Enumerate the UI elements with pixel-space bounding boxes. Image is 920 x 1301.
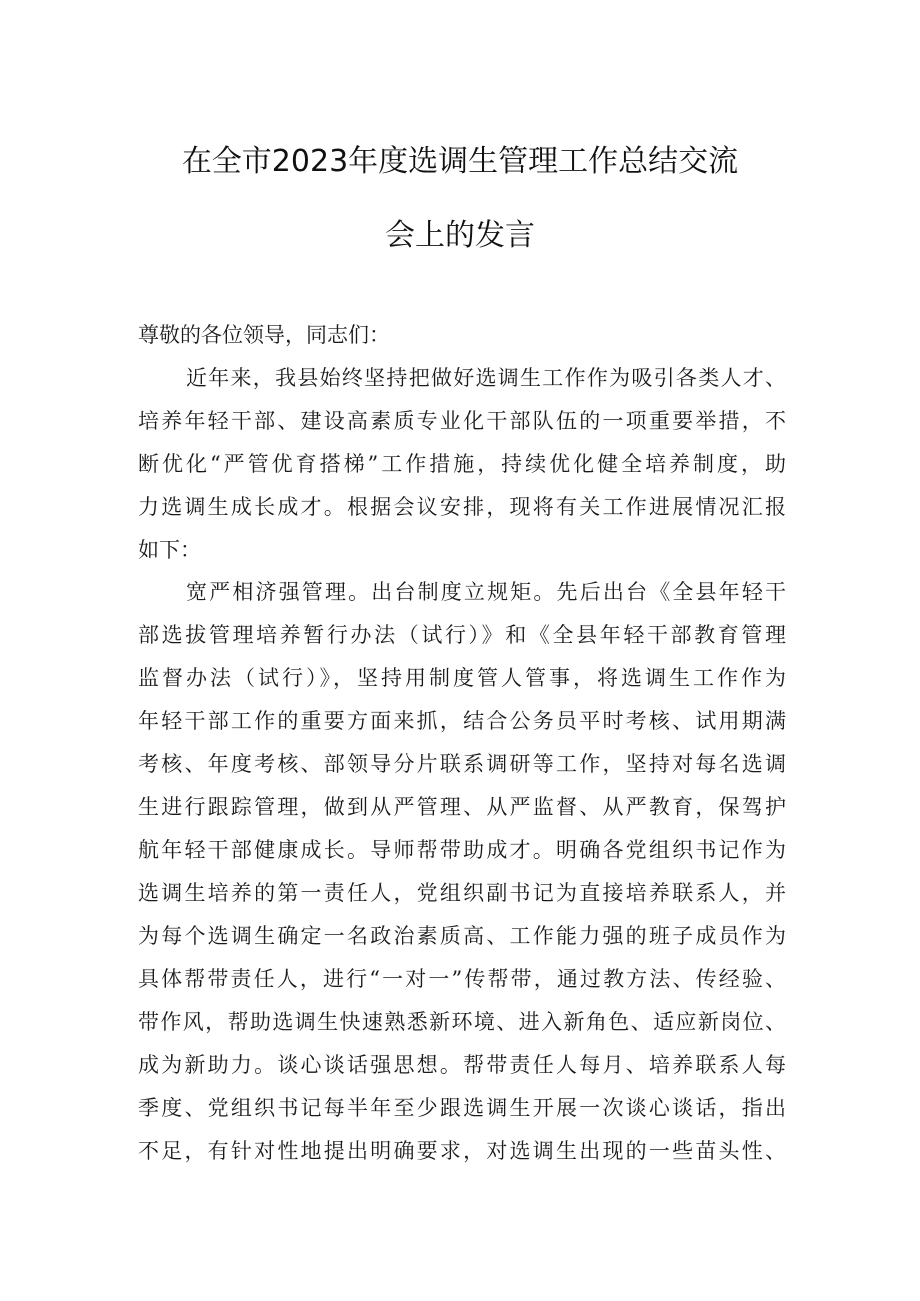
paragraph-line: 力选调生成长成才。根据会议安排，现将有关工作进展情况汇报 bbox=[138, 495, 786, 519]
paragraph-line: 断优化“严管优育搭梯”工作措施，持续优化健全培养制度，助 bbox=[138, 452, 786, 476]
title-line-1: 在全市2023年度选调生管理工作总结交流 bbox=[181, 144, 739, 179]
paragraph-line: 如下： bbox=[138, 538, 201, 562]
paragraph-line: 选调生培养的第一责任人，党组织副书记为直接培养联系人，并 bbox=[138, 881, 786, 905]
paragraph-line: 考核、年度考核、部领导分片联系调研等工作，坚持对每名选调 bbox=[138, 752, 786, 776]
paragraph-line: 航年轻干部健康成长。导师帮带助成才。明确各党组织书记作为 bbox=[138, 838, 786, 862]
paragraph-line: 培养年轻干部、建设高素质专业化干部队伍的一项重要举措，不 bbox=[138, 409, 786, 433]
paragraph-line: 部选拔管理培养暂行办法（试行）》和《全县年轻干部教育管理 bbox=[138, 623, 786, 647]
paragraph-line: 不足，有针对性地提出明确要求，对选调生出现的一些苗头性、 bbox=[138, 1139, 786, 1163]
title-line-2: 会上的发言 bbox=[385, 218, 535, 253]
paragraph-line: 宽严相济强管理。出台制度立规矩。先后出台《全县年轻干 bbox=[186, 580, 786, 604]
paragraph-line: 年轻干部工作的重要方面来抓，结合公务员平时考核、试用期满 bbox=[138, 709, 786, 733]
paragraph-line: 监督办法（试行）》，坚持用制度管人管事，将选调生工作作为 bbox=[138, 666, 786, 690]
paragraph-line: 为每个选调生确定一名政治素质高、工作能力强的班子成员作为 bbox=[138, 924, 786, 948]
paragraph-line: 带作风，帮助选调生快速熟悉新环境、进入新角色、适应新岗位、 bbox=[138, 1010, 786, 1034]
paragraph-line: 季度、党组织书记每半年至少跟选调生开展一次谈心谈话，指出 bbox=[138, 1096, 786, 1120]
paragraph-line: 生进行跟踪管理，做到从严管理、从严监督、从严教育，保驾护 bbox=[138, 795, 786, 819]
paragraph-line: 具体帮带责任人，进行“一对一”传帮带，通过教方法、传经验、 bbox=[138, 967, 786, 991]
paragraph-line: 近年来，我县始终坚持把做好选调生工作作为吸引各类人才、 bbox=[186, 366, 786, 390]
paragraph-line: 成为新助力。谈心谈话强思想。帮带责任人每月、培养联系人每 bbox=[138, 1053, 786, 1077]
salutation: 尊敬的各位领导，同志们： bbox=[138, 323, 390, 347]
